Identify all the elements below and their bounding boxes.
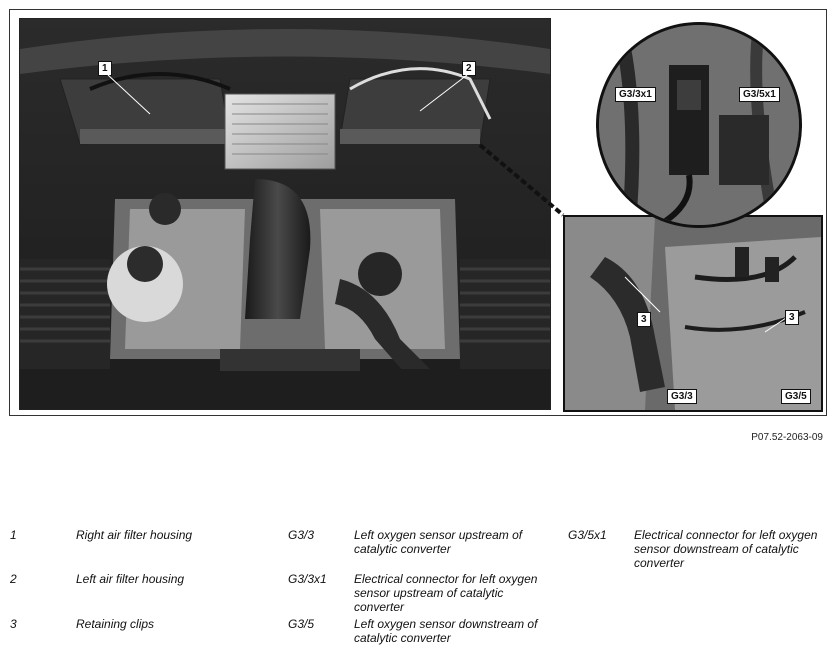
legend-key: 1 [10, 528, 17, 542]
legend-key: G3/5x1 [568, 528, 607, 542]
legend-text: Electrical connector for left oxygen sensor downstream of catalytic converter [634, 528, 818, 570]
legend-key: 2 [10, 572, 17, 586]
engine-bay-photo [19, 18, 551, 410]
legend-key: G3/3 [288, 528, 315, 542]
figure-frame [9, 9, 827, 416]
callout-2: 2 [462, 61, 476, 76]
legend-key: 3 [10, 617, 17, 631]
legend-text: Electrical connector for left oxygen sensor upstream of catalytic converter [354, 572, 538, 614]
detail-illustration [565, 217, 821, 410]
callout-g35: G3/5 [781, 389, 811, 404]
legend [0, 522, 837, 653]
callout-leaders [20, 19, 550, 409]
legend-text: Left oxygen sensor upstream of catalytic converter [354, 528, 523, 556]
callout-g33: G3/3 [667, 389, 697, 404]
legend-key: G3/3x1 [288, 572, 327, 586]
callout-3a: 3 [637, 312, 651, 327]
zoom-illustration [599, 25, 799, 225]
legend-text: Left oxygen sensor downstream of catalytic converter [354, 617, 538, 645]
figure-code: P07.52-2063-09 [751, 432, 823, 443]
callout-1: 1 [98, 61, 112, 76]
callout-g33x1: G3/3x1 [615, 87, 656, 102]
legend-key: G3/5 [288, 617, 315, 631]
legend-text: Retaining clips [76, 617, 155, 631]
callout-3b: 3 [785, 310, 799, 325]
legend-text: Left air filter housing [76, 572, 185, 586]
zoom-circle-photo [596, 22, 802, 228]
detail-photo [563, 215, 823, 412]
callout-g35x1: G3/5x1 [739, 87, 780, 102]
legend-text: Right air filter housing [76, 528, 193, 542]
